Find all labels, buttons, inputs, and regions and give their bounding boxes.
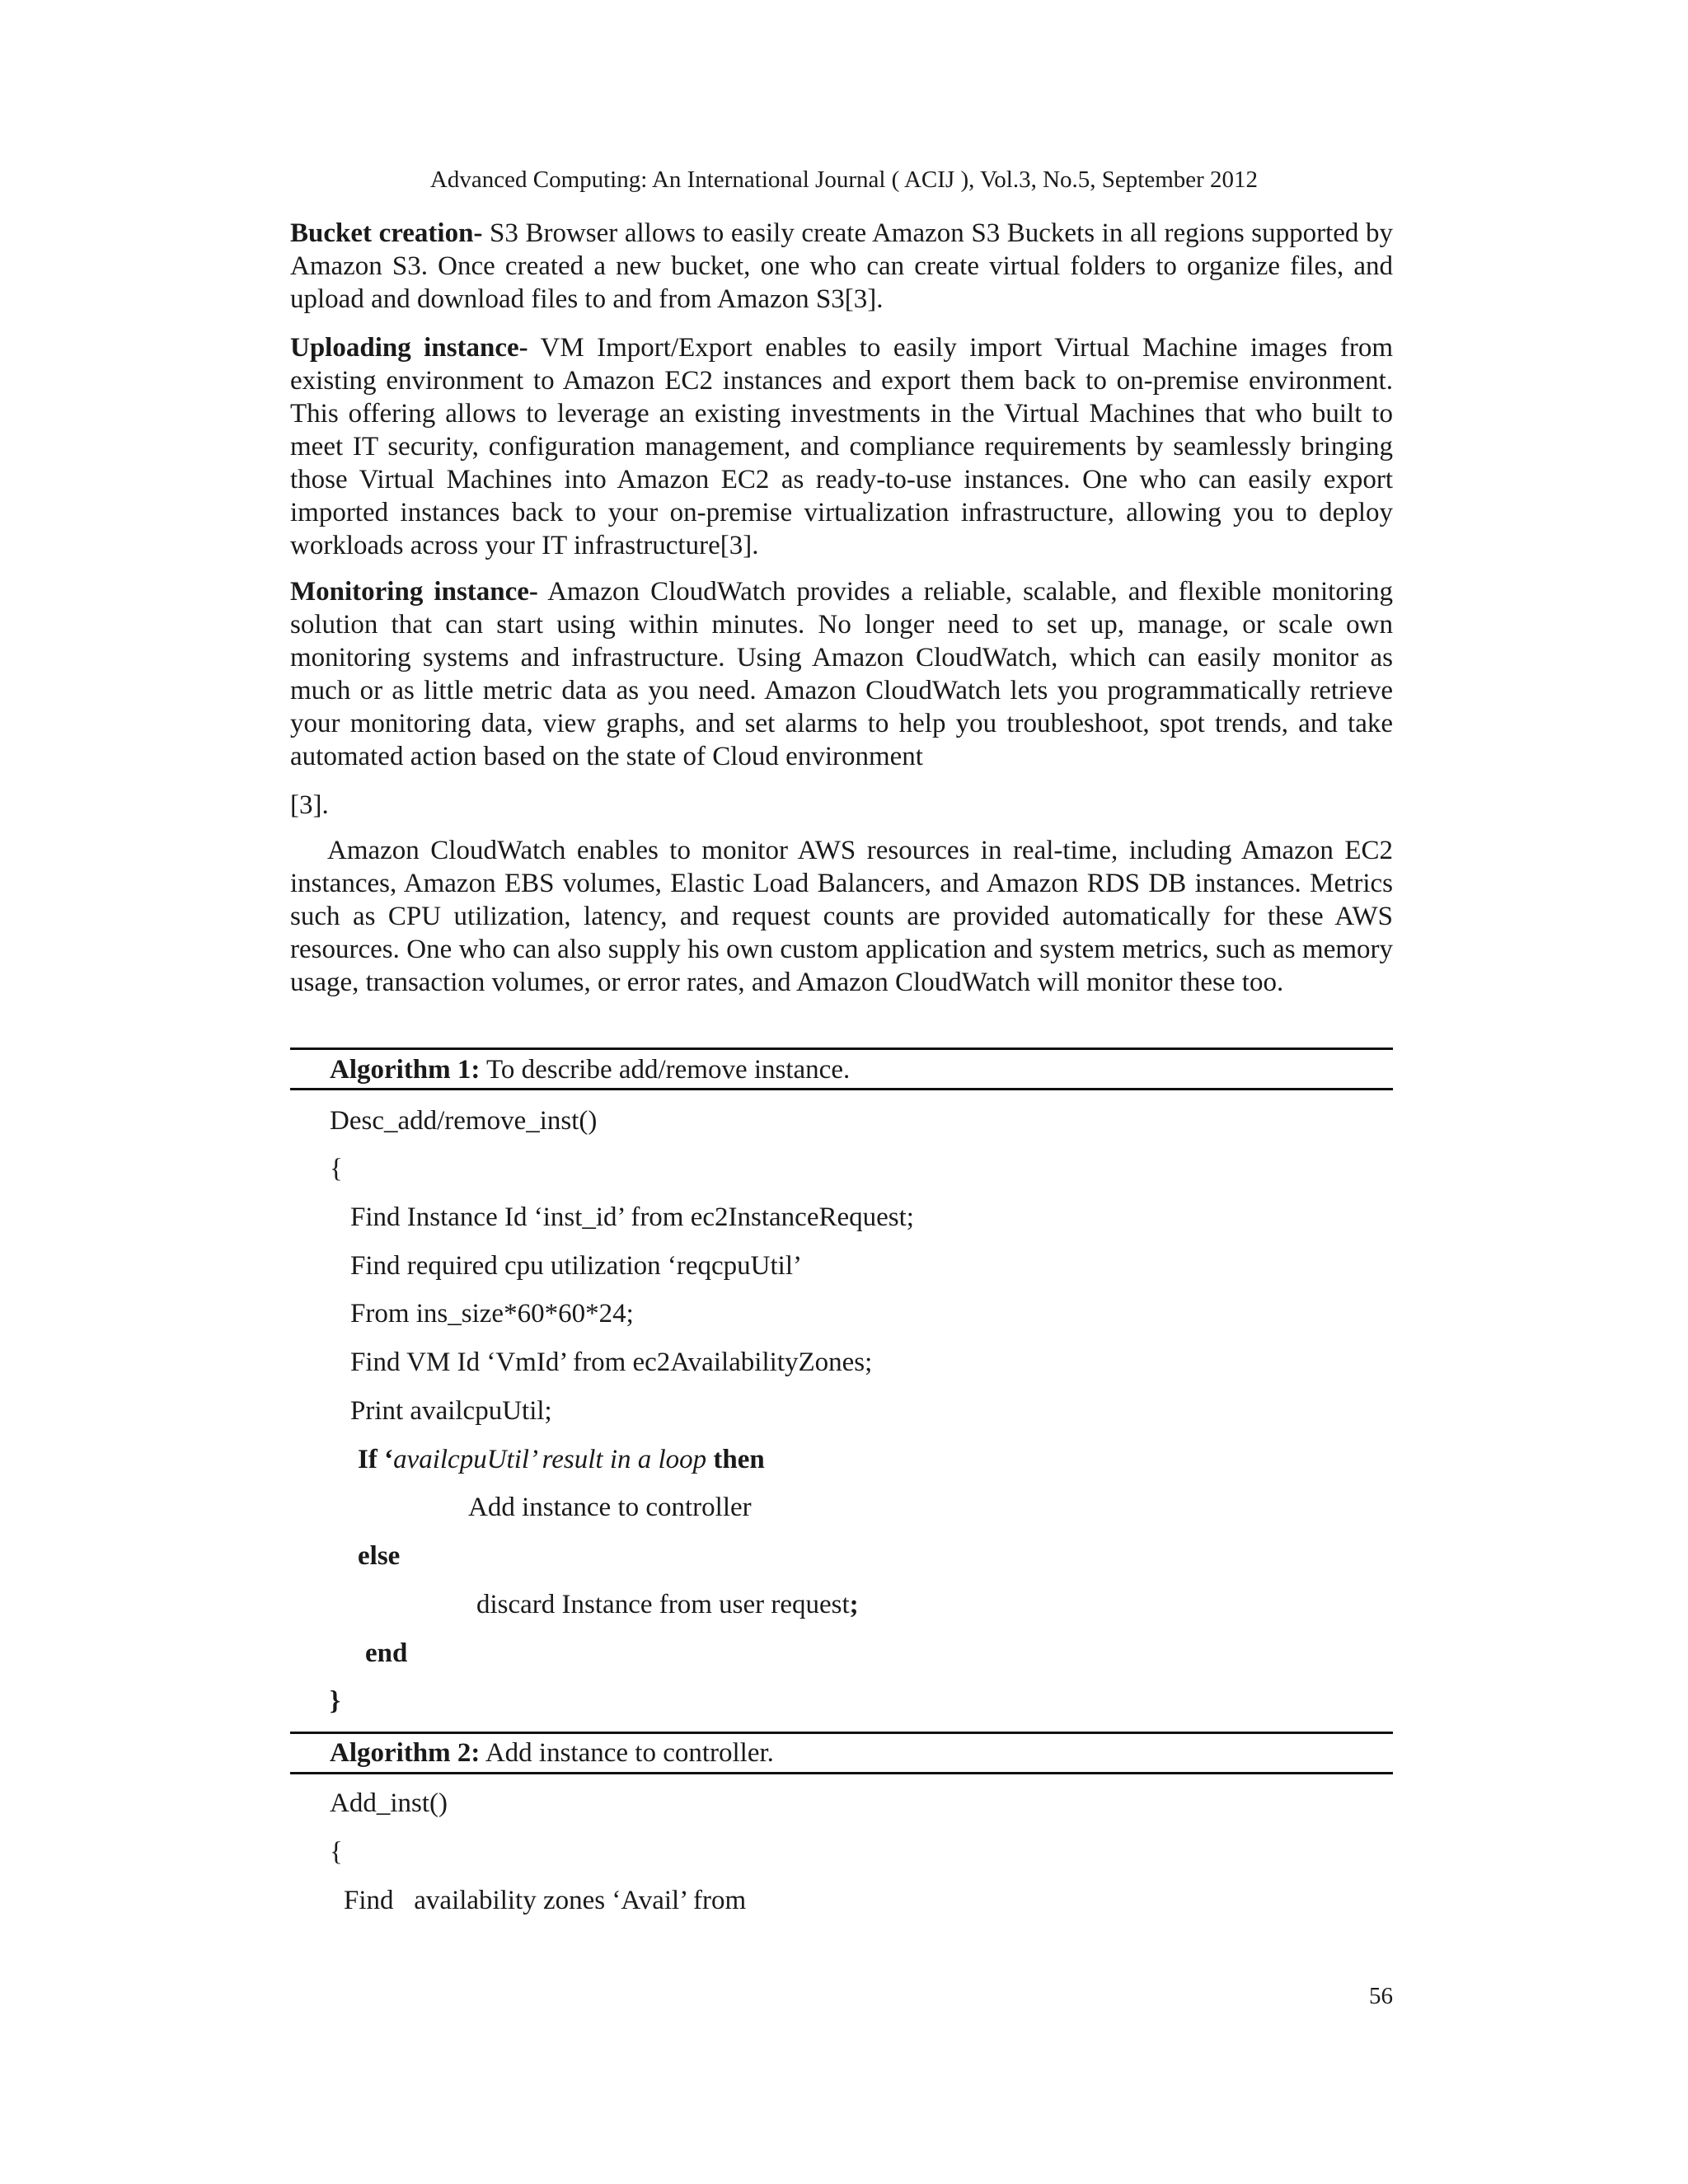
algorithm-2-function: Add_inst() [330, 1788, 448, 1818]
algorithm-1-top-rule [290, 1047, 1393, 1050]
semicolon: ; [849, 1590, 859, 1619]
algorithm-2-heading [330, 1736, 774, 1769]
paragraph-text: Amazon CloudWatch provides a reliable, scalable, and flexible monitoring solution that can start using within minutes. No longer need to set up, manage, or scale own monitoring systems and infrastructure. Using Amazon CloudWatch, which can easily monitor as much or as little metric data as you need. Amazon CloudWatch lets you programmatically retrieve your monitoring data, view graphs, and set alarms to help you troubleshoot, spot trends, and take automated action based on the state of Cloud environment [290, 577, 1393, 771]
algorithm-2-bottom-rule [290, 1772, 1393, 1774]
reference-line: [3]. [290, 790, 329, 820]
algorithm-1-bottom-rule [290, 1088, 1393, 1090]
paragraph-label: Bucket creation- [290, 218, 483, 248]
else-action-text: discard Instance from user request [476, 1590, 850, 1619]
paragraph-label: Uploading instance- [290, 333, 528, 363]
else-keyword: else [358, 1541, 401, 1571]
algorithm-1-open-brace: { [330, 1154, 343, 1183]
paragraph-text: VM Import/Export enables to easily import Virtual Machine images from existing environment to Amazon EC2 instances and export them back to on-premise environment. This offering allows to leverage an existing investments in the Virtual Machines that who built to meet IT security, configuration management, and compliance requirements by seamlessly bringing those Virtual Machines into Amazon EC2 as ready-to-use instances. One who can easily export imported instances back to your on-premise virtualization infrastructure, allowing you to deploy workloads across your IT infrastructure[3]. [290, 333, 1394, 560]
algorithm-1-if-line [358, 1443, 765, 1476]
close-brace: } [330, 1686, 341, 1716]
algorithm-1-line-1: Find Instance Id ‘inst_id’ from ec2InstanceRequest; [350, 1202, 914, 1232]
running-header: Advanced Computing: An International Journal ( ACIJ ), Vol.3, No.5, September 2012 [429, 166, 1259, 193]
paragraph-bucket-creation [290, 217, 1393, 316]
algorithm-1-function: Desc_add/remove_inst() [330, 1106, 598, 1136]
algorithm-1-close-brace [330, 1685, 340, 1718]
algorithm-2-line-1: Find availability zones ‘Avail’ from [344, 1886, 747, 1915]
algorithm-label: Algorithm 2: [330, 1738, 481, 1768]
algorithm-1-line-5: Print availcpuUtil; [350, 1396, 552, 1426]
paragraph-text: S3 Browser allows to easily create Amazon S3 Buckets in all regions supported by Amazon S3. Once created a new bucket, one who can create virtual folders to organize files, and upload and download files to and from Amazon S3[3]. [290, 218, 1393, 314]
algorithm-1-line-2: Find required cpu utilization ‘reqcpuUtil’ [350, 1251, 803, 1281]
end-keyword: end [365, 1638, 408, 1668]
algorithm-1-else-action [476, 1588, 859, 1621]
algorithm-1-line-4: Find VM Id ‘VmId’ from ec2AvailabilityZones; [350, 1347, 873, 1377]
paragraph-uploading-instance [290, 331, 1393, 562]
algorithm-label: Algorithm 1: [330, 1055, 481, 1085]
paragraph-monitoring-instance [290, 575, 1393, 773]
algorithm-2-open-brace: { [330, 1837, 343, 1867]
algorithm-1-else-line [358, 1540, 400, 1572]
algorithm-title: Add instance to controller. [480, 1738, 774, 1768]
algorithm-1-end-line [365, 1637, 407, 1670]
page-number: 56 [1369, 1983, 1393, 2009]
algorithm-1-line-3: From ins_size*60*60*24; [350, 1299, 634, 1329]
paragraph-label: Monitoring instance- [290, 577, 538, 607]
algorithm-1-then-action: Add instance to controller [468, 1493, 752, 1522]
algorithm-title: To describe add/remove instance. [480, 1055, 851, 1085]
paragraph-cloudwatch: Amazon CloudWatch enables to monitor AWS resources in real-time, including Amazon EC2 instances, Amazon EBS volumes, Elastic Load Balancers, and Amazon RDS DB instances. Metrics such as CPU utilization, latency, and request counts are provided automatically for these AWS resources. One who can also supply his own custom application and system metrics, such as memory usage, transaction volumes, or error rates, and Amazon CloudWatch will monitor these too. [290, 836, 1393, 997]
algorithm-1-heading [330, 1053, 850, 1086]
if-condition: availcpuUtil’ result in a loop [393, 1445, 707, 1474]
then-keyword: then [706, 1445, 765, 1474]
algorithm-2-top-rule [290, 1732, 1393, 1734]
if-keyword: If ‘ [358, 1445, 394, 1474]
